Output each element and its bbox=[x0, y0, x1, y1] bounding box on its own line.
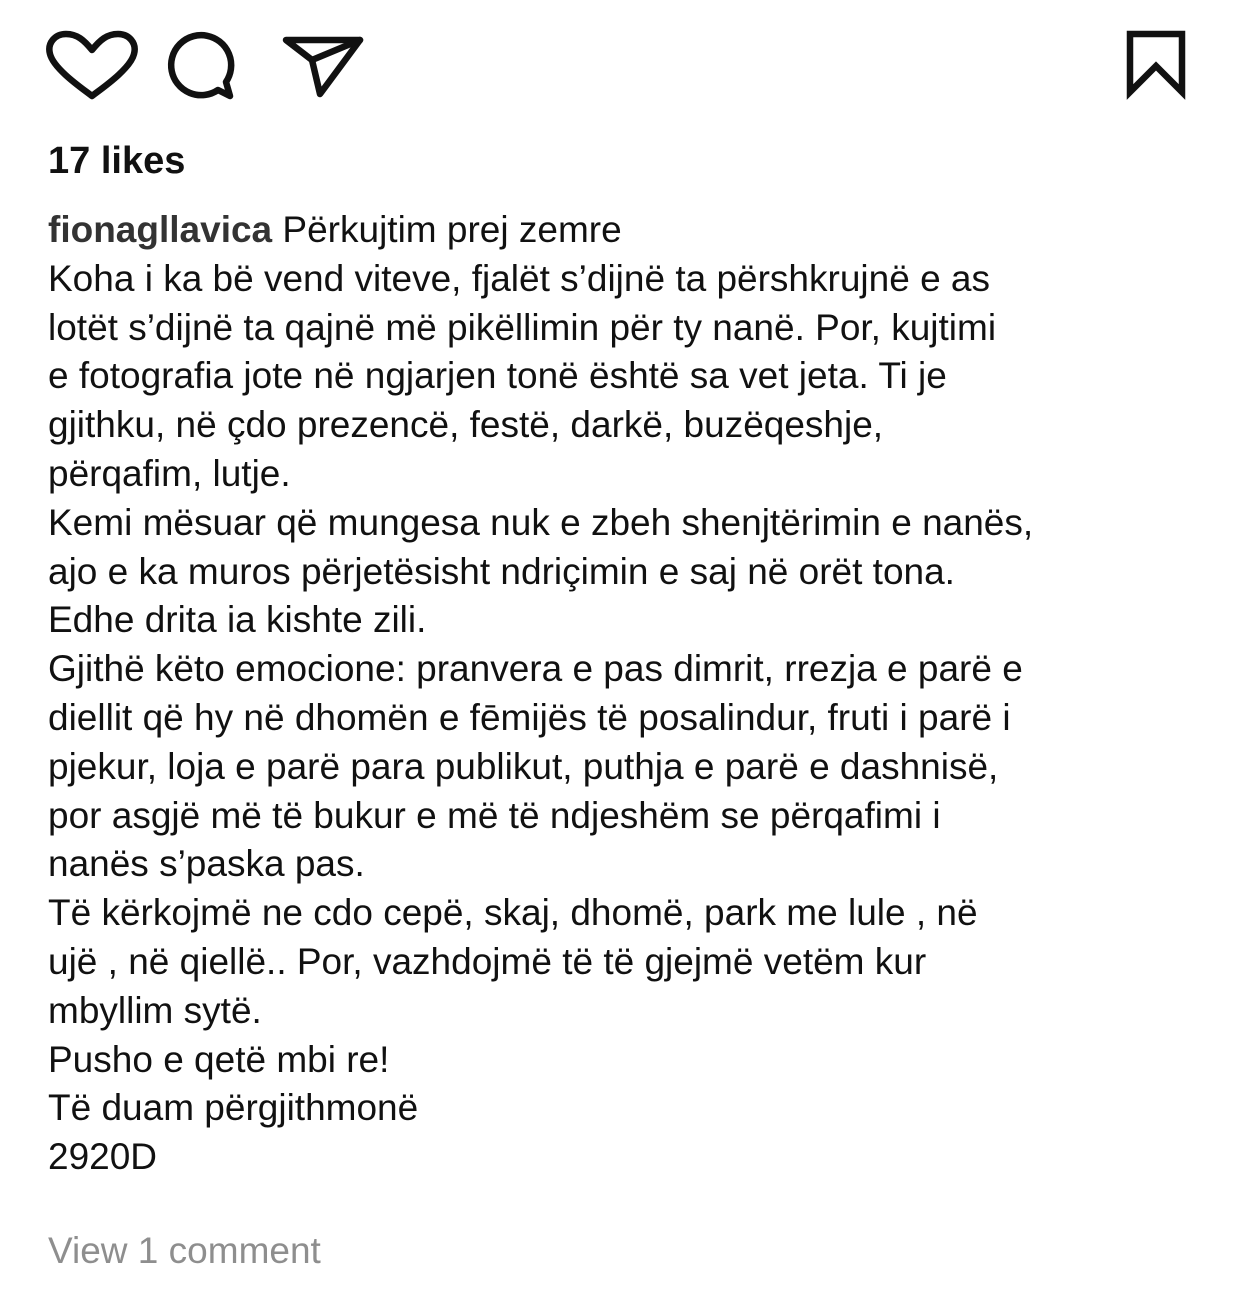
caption-line: Gjithë këto emocione: pranvera e pas dimrit, rrezja e parë e bbox=[48, 648, 1023, 690]
caption-line: gjithku, në çdo prezencë, festë, darkë, buzëqeshje, bbox=[48, 404, 884, 446]
caption-line: mbyllim sytë. bbox=[48, 989, 262, 1031]
caption-title: Përkujtim prej zemre bbox=[282, 209, 622, 250]
bookmark-icon[interactable] bbox=[1114, 28, 1198, 100]
post-caption bbox=[48, 206, 1218, 1182]
paper-plane-icon[interactable] bbox=[276, 30, 366, 102]
caption-line: por asgjë më të bukur e më të ndjeshëm se përqafimi i bbox=[48, 794, 941, 836]
heart-icon[interactable] bbox=[44, 30, 140, 102]
caption-line: Koha i ka bë vend viteve, fjalët s’dijnë ta përshkrujnë e as bbox=[48, 257, 991, 299]
likes-count[interactable]: 17 likes bbox=[48, 140, 186, 182]
username[interactable]: fionagllavica bbox=[48, 209, 273, 250]
comment-icon[interactable] bbox=[160, 30, 240, 102]
caption-line: ajo e ka muros përjetësisht ndriçimin e saj në orët tona. bbox=[48, 550, 955, 592]
caption-line: e fotografia jote në ngjarjen tonë është sa vet jeta. Ti je bbox=[48, 355, 947, 397]
caption-line: Kemi mësuar që mungesa nuk e zbeh shenjtërimin e nanës, bbox=[48, 501, 1034, 543]
post-action-bar bbox=[0, 0, 1241, 130]
caption-line: 2920D bbox=[48, 1136, 158, 1178]
caption-line: Të kërkojmë ne cdo cepë, skaj, dhomë, park me lule , në bbox=[48, 892, 978, 934]
caption-line: ujë , në qiellë.. Por, vazhdojmë të të gjejmë vetëm kur bbox=[48, 940, 927, 982]
view-comments-link[interactable]: View 1 comment bbox=[48, 1230, 321, 1271]
caption-line: përqafim, lutje. bbox=[48, 452, 291, 494]
caption-header bbox=[48, 206, 1218, 255]
caption-line: pjekur, loja e parë para publikut, puthja e parë e dashnisë, bbox=[48, 745, 999, 787]
caption-line: Pusho e qetë mbi re! bbox=[48, 1038, 390, 1080]
caption-line: diellit që hy në dhomën e fēmijës të posalindur, fruti i parë i bbox=[48, 696, 1011, 738]
caption-line: lotët s’dijnë ta qajnë më pikëllimin për ty nanë. Por, kujtimi bbox=[48, 306, 997, 348]
caption-line: nanës s’paska pas. bbox=[48, 843, 365, 885]
caption-line: Edhe drita ia kishte zili. bbox=[48, 599, 427, 641]
caption-line: Të duam përgjithmonë bbox=[48, 1087, 419, 1129]
